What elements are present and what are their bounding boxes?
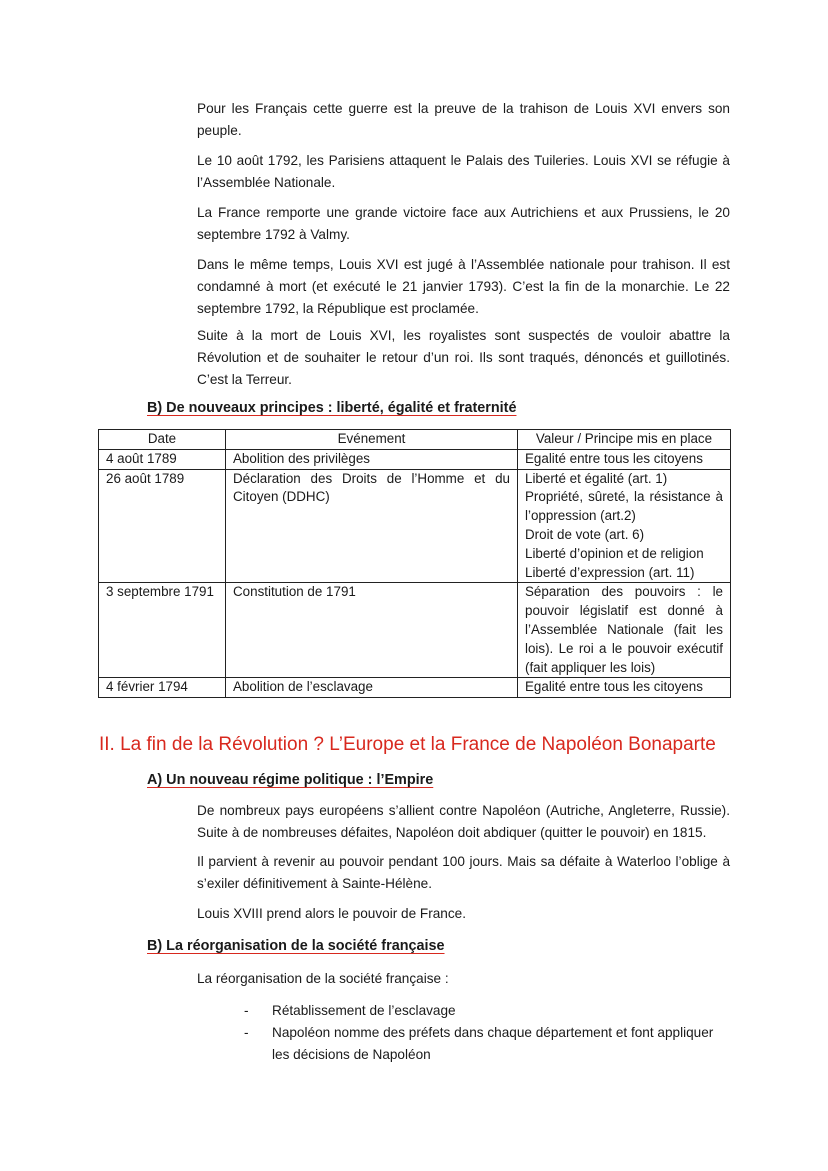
cell-value [518,583,731,678]
cell-event: Constitution de 1791 [226,583,518,678]
cell-date: 26 août 1789 [99,469,226,583]
section-heading-a2: A) Un nouveau régime politique : l’Empire [147,772,434,788]
value-line: Liberté d’opinion et de religion [525,545,704,561]
cell-value [518,449,731,469]
value-line: Egalité entre tous les citoyens [525,679,703,695]
list-item [244,1000,734,1022]
column-header-event: Evénement [226,430,518,450]
paragraph: Le 10 août 1792, les Parisiens attaquent le Palais des Tuileries. Louis XVI se réfugie à l’Assemblée Nationale. [197,153,730,190]
value-line: Propriété, sûreté, la résistance à l’oppression (art.2) [525,489,723,524]
list-item-text: Rétablissement de l’esclavage [272,1003,456,1018]
cell-event: Abolition de l’esclavage [226,678,518,698]
paragraph: Pour les Français cette guerre est la preuve de la trahison de Louis XVI envers son peuple. [197,101,730,138]
table-row [99,678,731,698]
cell-event: Déclaration des Droits de l’Homme et du Citoyen (DDHC) [226,469,518,583]
list-item [244,1022,734,1066]
paragraph: Louis XVIII prend alors le pouvoir de France. [197,906,467,921]
paragraph: La France remporte une grande victoire face aux Autrichiens et aux Prussiens, le 20 septembre 1792 à Valmy. [197,205,730,242]
list-intro: La réorganisation de la société française : [197,971,449,986]
table-header-row [99,430,731,450]
cell-date: 4 août 1789 [99,449,226,469]
table-row [99,469,731,583]
principles-table [98,429,731,698]
section-heading-b1: B) De nouveaux principes : liberté, égalité et fraternité [147,400,517,416]
value-line: Liberté d’expression (art. 11) [525,564,695,580]
column-header-date: Date [99,430,226,450]
value-line: Egalité entre tous les citoyens [525,450,703,466]
value-line: Liberté et égalité (art. 1) [525,470,668,486]
column-header-value: Valeur / Principe mis en place [518,430,731,450]
cell-date: 4 février 1794 [99,678,226,698]
section-heading-b2: B) La réorganisation de la société française [147,938,445,954]
table-row [99,449,731,469]
paragraph: Il parvient à revenir au pouvoir pendant 100 jours. Mais sa défaite à Waterloo l’oblige à s’exiler définitivement à Sainte-Hélène. [197,854,730,891]
list-item-text: Napoléon nomme des préfets dans chaque département et font appliquer les décisions de Napoléon [272,1025,714,1062]
cell-value [518,469,731,583]
value-line: Séparation des pouvoirs : le pouvoir législatif est donné à l’Assemblée Nationale (fait les lois). Le roi a le pouvoir exécutif (fait appliquer les lois) [525,584,723,675]
paragraph: De nombreux pays européens s’allient contre Napoléon (Autriche, Angleterre, Russie). Suite à de nombreuses défaites, Napoléon doit abdiquer (quitter le pouvoir) en 1815. [197,803,730,840]
part-heading: II. La fin de la Révolution ? L’Europe et la France de Napoléon Bonaparte [99,734,716,755]
value-line: Droit de vote (art. 6) [525,526,645,542]
cell-date: 3 septembre 1791 [99,583,226,678]
cell-event: Abolition des privilèges [226,449,518,469]
bullet-marker: - [244,1003,249,1018]
bullet-marker: - [244,1025,249,1040]
paragraph: Dans le même temps, Louis XVI est jugé à l’Assemblée nationale pour trahison. Il est condamné à mort (et exécuté le 21 janvier 1793). C’est la fin de la monarchie. Le 22 septembre 1792, la République est proclamée. [197,257,730,316]
paragraph: Suite à la mort de Louis XVI, les royalistes sont suspectés de vouloir abattre la Révolution et de souhaiter le retour d’un roi. Ils sont traqués, dénoncés et guillotinés. C’est la Terreur. [197,328,730,387]
bullet-list [244,1000,734,1066]
cell-value [518,678,731,698]
table-row [99,583,731,678]
